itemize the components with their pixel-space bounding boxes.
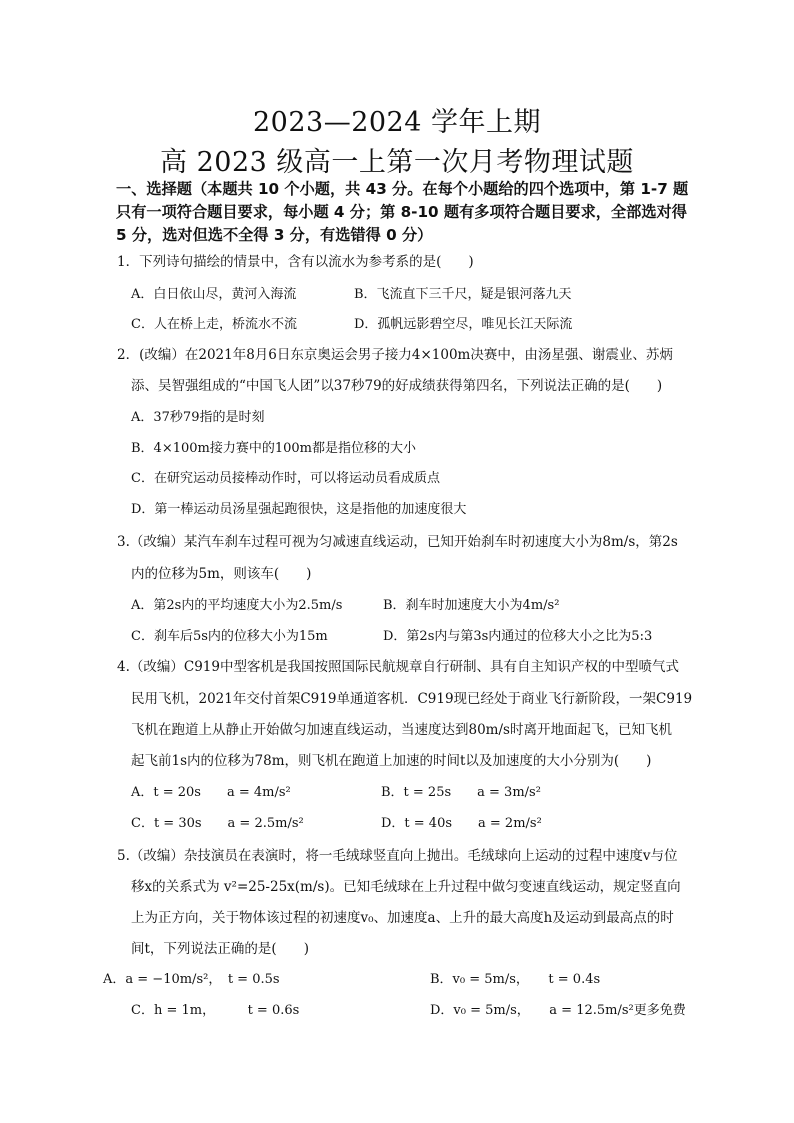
question-5-option-d: D．v₀ = 5m/s， a = 12.5m/s²更多免费 [430, 1003, 686, 1018]
question-3-option-a: A．第2s内的平均速度大小为2.5m/s [131, 598, 343, 613]
question-4-stem-line-1: 4.（改编）C919中型客机是我国按照国际民航规章自行研制、具有自主知识产权的中型喷气式 [117, 659, 679, 675]
question-5-stem-line-1: 5.（改编）杂技演员在表演时，将一毛绒球竖直向上抛出。毛绒球向上运动的过程中速度v与位 [117, 848, 678, 864]
question-3-stem-line-1: 3.（改编）某汽车刹车过程可视为匀减速直线运动，已知开始刹车时初速度大小为8m/s，第2s [117, 534, 678, 550]
question-4-option-c: C．t = 30s a = 2.5m/s² [131, 816, 304, 831]
question-3-stem-line-2: 内的位移为5m，则该车( ) [131, 566, 312, 582]
question-4-stem-line-2: 民用飞机，2021年交付首架C919单通道客机．C919现已经处于商业飞行新阶段，一架C919 [131, 691, 693, 707]
question-4-stem-line-3: 飞机在跑道上从静止开始做匀加速直线运动，当速度达到80m/s时离开地面起飞，已知飞机 [131, 722, 672, 738]
question-5-stem-line-4: 间t，下列说法正确的是( ) [131, 941, 309, 957]
question-2-option-a: A．37秒79指的是时刻 [131, 410, 265, 425]
question-3-option-d: D．第2s内与第3s内通过的位移大小之比为5:3 [383, 629, 653, 644]
question-2-stem-line-1: 2．(改编）在2021年8月6日东京奥运会男子接力4×100m决赛中，由汤星强、谢震业、苏炳 [117, 347, 673, 363]
question-3-option-b: B．刹车时加速度大小为4m/s² [383, 598, 560, 613]
question-1-option-b: B．飞流直下三千尺，疑是银河落九天 [354, 287, 572, 302]
question-5-option-a: A．a = −10m/s²， t = 0.5s [103, 972, 280, 987]
question-3-option-c: C．刹车后5s内的位移大小为15m [131, 629, 328, 644]
question-5-stem-line-3: 上为正方向，关于物体该过程的初速度v₀、加速度a、上升的最大高度h及运动到最高点的时 [131, 910, 674, 926]
question-2-option-d: D．第一棒运动员汤星强起跑很快，这是指他的加速度很大 [131, 502, 467, 517]
question-4-option-b: B．t = 25s a = 3m/s² [381, 785, 541, 800]
question-1-stem: 1．下列诗句描绘的情景中，含有以流水为参考系的是( ) [117, 254, 474, 270]
question-5-option-c: C．h = 1m， t = 0.6s [131, 1003, 300, 1018]
question-4-option-d: D．t = 40s a = 2m/s² [381, 816, 542, 831]
question-2-stem-line-2: 添、吴智强组成的“中国飞人团”以37秒79的好成绩获得第四名，下列说法正确的是( ) [131, 378, 663, 394]
question-5-option-b: B．v₀ = 5m/s， t = 0.4s [430, 972, 601, 987]
question-1-option-c: C．人在桥上走，桥流水不流 [131, 317, 297, 332]
question-1-option-a: A．白日依山尽，黄河入海流 [131, 287, 297, 302]
exam-title-year: 2023—2024 学年上期 [252, 107, 541, 138]
question-2-option-c: C．在研究运动员接棒动作时，可以将运动员看成质点 [131, 471, 440, 486]
exam-title: 高 2023 级高一上第一次月考物理试题 [160, 147, 634, 178]
question-2-option-b: B．4×100m接力赛中的100m都是指位移的大小 [131, 441, 416, 456]
question-4-stem-line-4: 起飞前1s内的位移为78m，则飞机在跑道上加速的时间t以及加速度的大小分别为( ) [131, 753, 652, 769]
question-4-option-a: A．t = 20s a = 4m/s² [131, 785, 291, 800]
question-1-option-d: D．孤帆远影碧空尽，唯见长江天际流 [354, 317, 573, 332]
section-header: 一、选择题（本题共 10 个小题，共 43 分。在每个小题给的四个选项中，第 1-7 题只有一项符合题目要求，每小题 4 分；第 8-10 题有多项符合题目要求，全部选对得 5 分，选对但选不全得 3 分，有选错得 0 分） [116, 180, 689, 244]
question-5-stem-line-2: 移x的关系式为 v²=25-25x(m/s)。已知毛绒球在上升过程中做匀变速直线运动，规定竖直向 [131, 879, 681, 895]
